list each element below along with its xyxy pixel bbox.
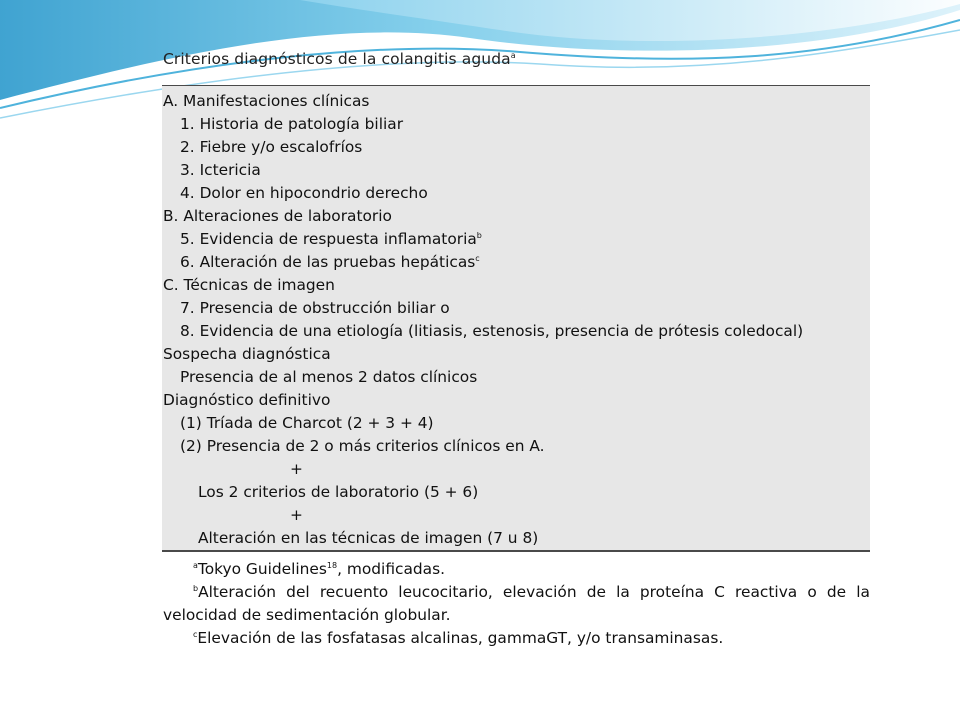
table-row: 5. Evidencia de respuesta inflamatoria$^b$ [180,230,482,248]
table-row: 2. Fiebre y/o escalofríos [180,138,363,156]
table-row: B. Alteraciones de laboratorio [163,207,392,225]
table-row: 8. Evidencia de una etiología (litiasis, estenosis, presencia de prótesis coledocal) [180,322,804,340]
criteria-table [162,85,870,552]
table-row: 6. Alteración de las pruebas hepáticas$^c$ [180,253,480,271]
table-row: + [290,460,303,478]
footnote-a: $^a$Tokyo Guidelines$^{18}$, modificadas. [193,560,446,578]
footnote-c: $^c$Elevación de las fosfatasas alcalinas, gammaGT, y/o transaminasas. [193,629,724,647]
table-row: A. Manifestaciones clínicas [163,92,370,110]
title-footnote-marker: a [510,51,516,60]
table-row: 4. Dolor en hipocondrio derecho [180,184,428,202]
table-row: 7. Presencia de obstrucción biliar o [180,299,450,317]
table-row: Alteración en las técnicas de imagen (7 u 8) [198,529,539,547]
footnote-marker: b [476,231,482,240]
table-row: Presencia de al menos 2 datos clínicos [180,368,478,386]
title-text: Criterios diagnósticos de la colangitis aguda [163,50,511,68]
table-row: (1) Tríada de Charcot (2 + 3 + 4) [180,414,434,432]
footnote-marker: c [475,254,480,263]
table-row: 3. Ictericia [180,161,261,179]
table-row: + [290,506,303,524]
document-title [163,50,516,68]
table-row: (2) Presencia de 2 o más criterios clínicos en A. [180,437,545,455]
table-row: Los 2 criterios de laboratorio (5 + 6) [198,483,479,501]
table-row: Diagnóstico definitivo [163,391,331,409]
footnotes [163,558,870,650]
table-row: 1. Historia de patología biliar [180,115,404,133]
footnote-b: $^b$Alteración del recuento leucocitario, elevación de la proteína C reactiva o de la velocidad de sedimentación globular. [163,583,870,624]
table-row: Sospecha diagnóstica [163,345,331,363]
table-row: C. Técnicas de imagen [163,276,335,294]
